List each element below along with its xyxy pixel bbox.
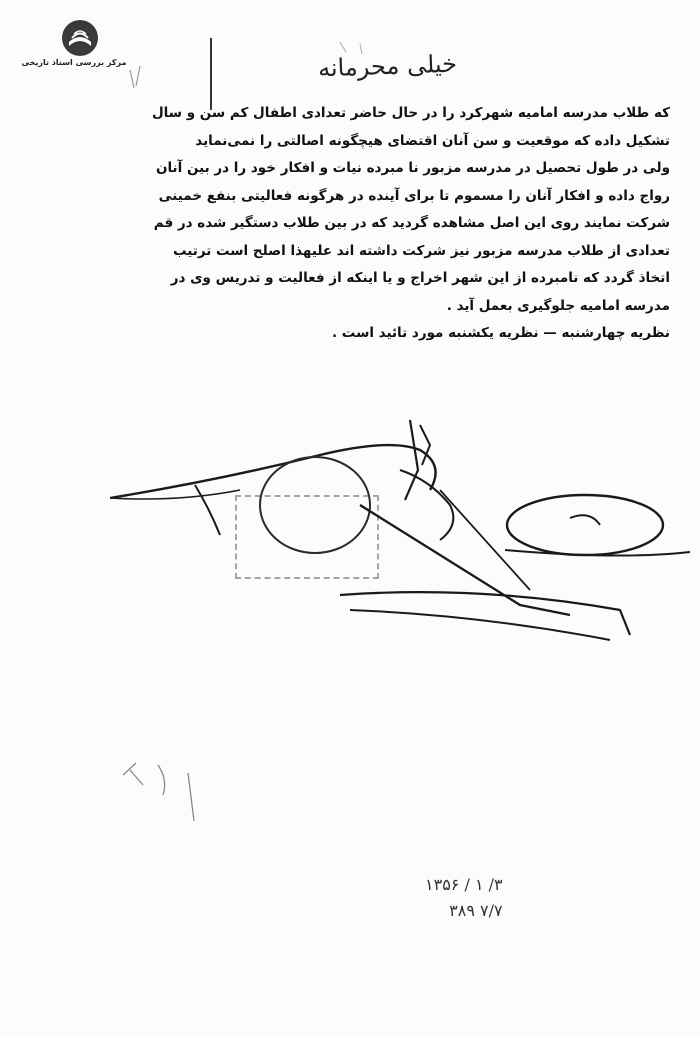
archive-logo [14, 18, 127, 74]
body-line: شرکت نمایند روی این اصل مشاهده گردید که در بین طلاب دستگیر شده در قم [153, 215, 670, 231]
margin-pencil-note [118, 755, 238, 825]
handwritten-note-line: ۳/ ۱ / ۱۳۵۶ [425, 875, 503, 894]
body-line: ولی در طول تحصیل در مدرسه مزبور نا مبرده نیات و افکار خود را در بین آنان [155, 160, 670, 176]
archive-logo-text: مرکز بررسی اسناد تاریخی [21, 58, 127, 67]
body-line: رواج داده و افکار آنان را مسموم تا برای آینده در هرگونه فعالیتی بنفع خمینی [158, 187, 670, 204]
handwritten-signature-icon [100, 410, 700, 670]
body-line: نظریه چهارشنبه — نظریه یکشنبه مورد تائید است . [331, 325, 670, 341]
book-emblem-icon [60, 18, 100, 58]
classification-stamp-text: خیلی محرمانه [317, 49, 458, 83]
handwritten-date-note [425, 872, 503, 924]
handwritten-note-line: ۷/۷ ۳۸۹ [449, 901, 503, 920]
letter-body [50, 100, 670, 348]
body-line: که طلاب مدرسه امامیه شهرکرد را در حال حاضر تعدادی اطفال کم سن و سال [151, 105, 670, 121]
body-line: تشکیل داده که موقعیت و سن آنان اقتضای هیچگونه اصالتی را نمی‌نماید [195, 132, 670, 149]
body-line: تعدادی از طلاب مدرسه مزبور نیز شرکت داشته اند علیهذا اصلح است ترتیب [172, 242, 670, 259]
body-line: اتخاذ گردد که نامبرده از این شهر اخراج و یا اینکه از فعالیت و تدریس وی در [170, 270, 670, 286]
body-line: مدرسه امامیه جلوگیری بعمل آید . [446, 297, 670, 314]
